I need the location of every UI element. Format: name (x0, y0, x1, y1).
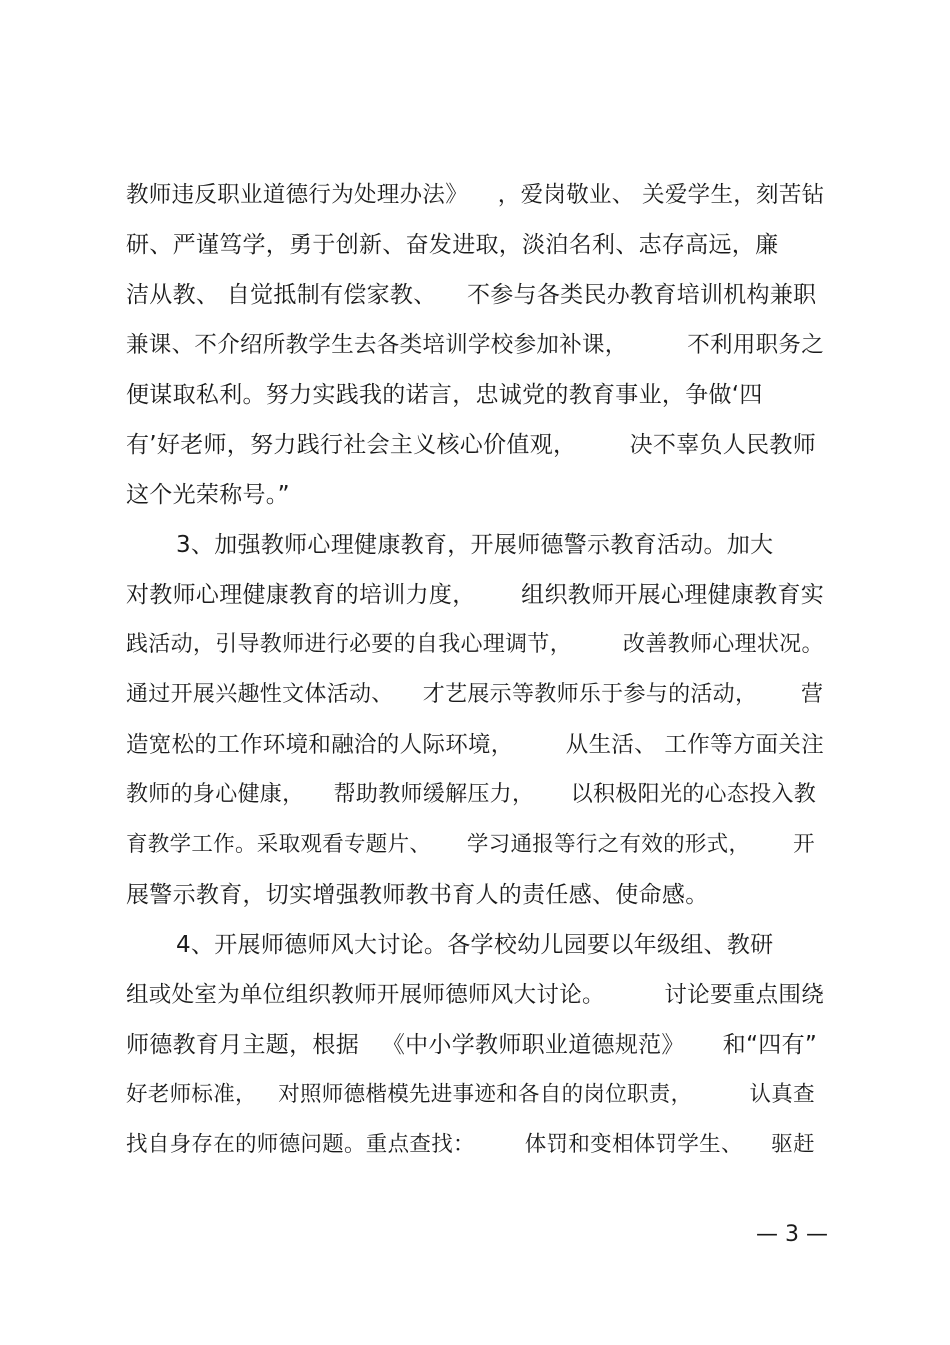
text-line: 便谋取私利。努力实践我的诺言，忠诚党的教育事业，争做‘四 (126, 382, 763, 408)
paragraph-heading-4: 4、开展师德师风大讨论。各学校幼儿园要以年级组、教研 (176, 932, 774, 958)
text-line: 研、严谨笃学，勇于创新、奋发进取，淡泊名利、志存高远，廉 (126, 232, 779, 258)
text-line: 兼课、不介绍所教学生去各类培训学校参加补课， 不利用职务之 (126, 332, 825, 358)
text-line: 通过开展兴趣性文体活动、 才艺展示等教师乐于参与的活动， 营 (126, 682, 824, 707)
text-line: 造宽松的工作环境和融洽的人际环境， 从生活、 工作等方面关注 (126, 732, 825, 758)
text-line: 找自身存在的师德问题。重点查找： 体罚和变相体罚学生、 驱赶 (126, 1132, 815, 1157)
text-line: 育教学工作。采取观看专题片、 学习通报等行之有效的形式， 开 (126, 832, 815, 857)
text-line: 践活动，引导教师进行必要的自我心理调节， 改善教师心理状况。 (126, 632, 824, 657)
text-line: 展警示教育，切实增强教师教书育人的责任感、使命感。 (126, 882, 709, 908)
text-line: 对教师心理健康教育的培训力度， 组织教师开展心理健康教育实 (126, 582, 825, 608)
text-line: 这个光荣称号。” (126, 482, 290, 508)
paragraph-heading-3: 3、加强教师心理健康教育，开展师德警示教育活动。加大 (176, 532, 774, 558)
text-line: 有’好老师，努力践行社会主义核心价值观， 决不辜负人民教师 (126, 432, 816, 458)
text-line: 好老师标准， 对照师德楷模先进事迹和各自的岗位职责， 认真查 (126, 1082, 815, 1107)
text-line: 洁从教、 自觉抵制有偿家教、 不参与各类民办教育培训机构兼职 (126, 282, 817, 308)
text-line: 组或处室为单位组织教师开展师德师风大讨论。 讨论要重点围绕 (126, 982, 825, 1008)
page-number: — 3 — (756, 1222, 828, 1247)
text-line: 教师的身心健康， 帮助教师缓解压力， 以积极阳光的心态投入教 (126, 782, 817, 807)
text-line: 教师违反职业道德行为处理办法》 ，爱岗敬业、 关爱学生，刻苦钻 (126, 182, 825, 208)
text-line: 师德教育月主题，根据 《中小学教师职业道德规范》 和“四有” (126, 1032, 818, 1058)
